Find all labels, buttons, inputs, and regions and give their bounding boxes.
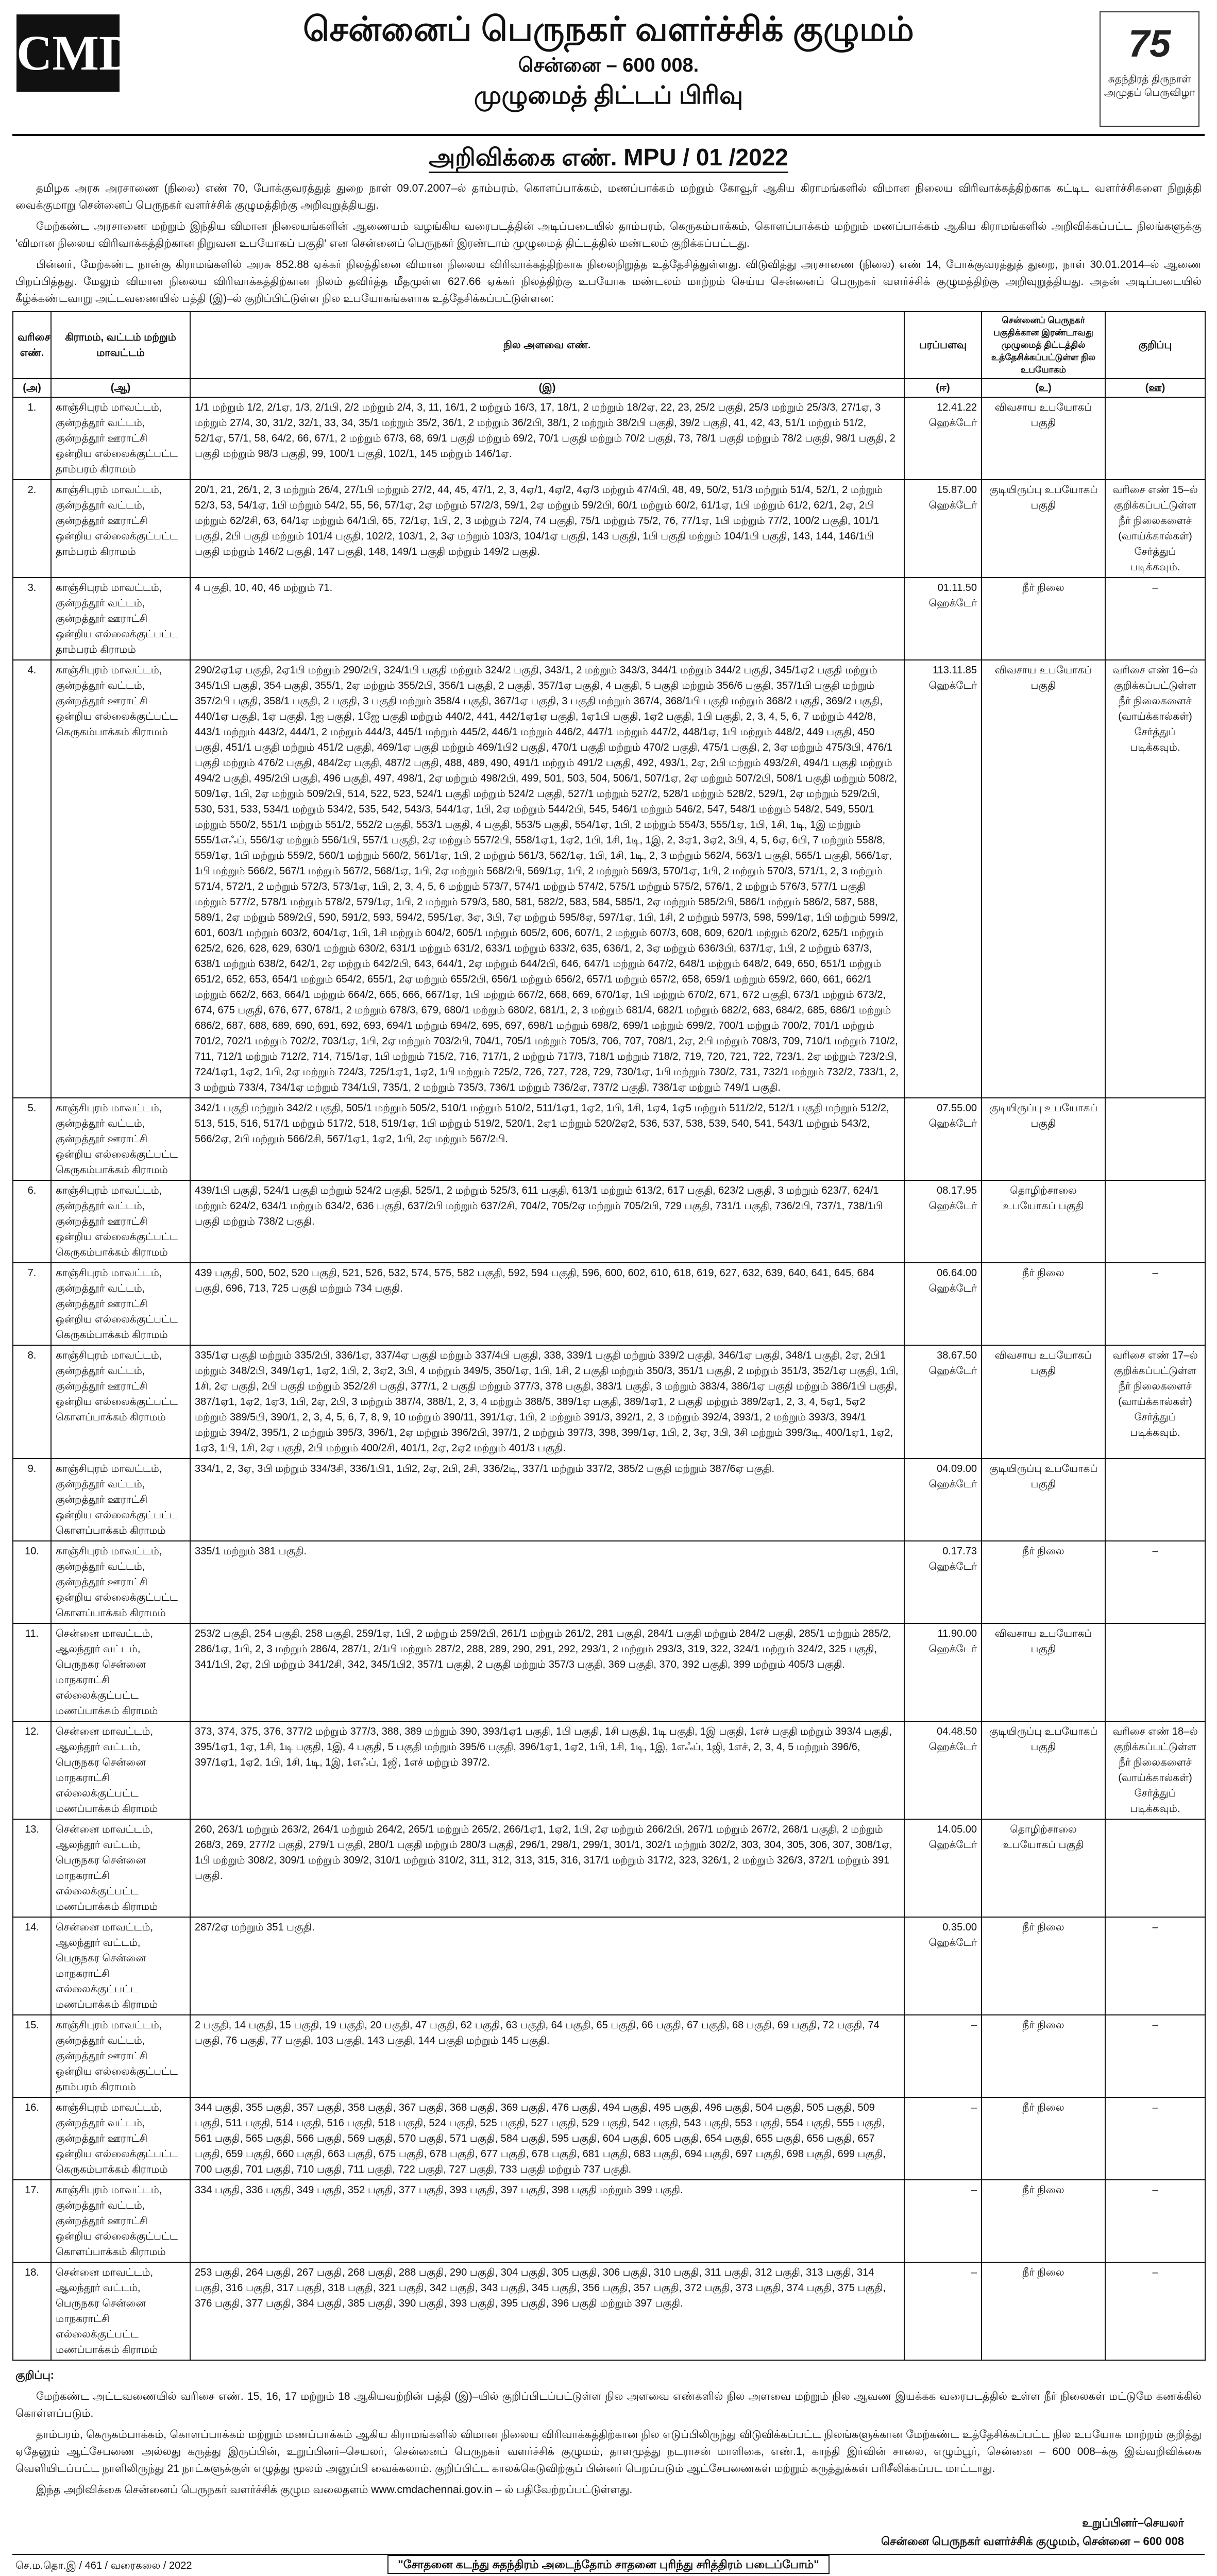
header-area: பரப்பளவு: [904, 312, 982, 379]
header-sl: வரிசை எண்.: [13, 312, 51, 379]
serial-cell: 4.: [13, 660, 51, 1098]
area-cell: –: [904, 2180, 982, 2262]
survey-cell: 253/2 பகுதி, 254 பகுதி, 258 பகுதி, 259/1ஏ, 1பி, 2 மற்றும் 259/2பி, 261/1 மற்றும் 261/2, 281 பகுதி, 284/1 பகுதி மற்றும் 284/2 பகுதி, 285/1 மற்றும் 285/2, 286/1ஏ, 1பி, 2, 3 மற்றும் 286/4, 287/1, 2/1பி மற்றும் 287/2, 288, 289, 290, 291, 292, 293/1, 2 மற்றும் 293/3, 319, 322, 324/1 மற்றும் 324/2, 325 பகுதி, 341/1பி, 2ஏ, 2பி மற்றும் 341/2சி, 342, 345/1பி2, 357/1 பகுதி, 2 பகுதி மற்றும் 357/3 பகுதி, 369 பகுதி, 370, 392 பகுதி, 399 மற்றும் 405/3 பகுதி.: [190, 1623, 904, 1721]
serial-cell: 9.: [13, 1459, 51, 1541]
survey-cell: 334/1, 2, 3ஏ, 3பி மற்றும் 334/3சி, 336/1பி1, 1பி2, 2ஏ, 2பி, 2சி, 336/2டி, 337/1 மற்றும் 337/2, 385/2 பகுதி மற்றும் 387/6ஏ பகுதி.: [190, 1459, 904, 1541]
remark-cell: வரிசை எண் 18–ல் குறிக்கப்பட்டுள்ள நீர் நிலைகளைச் (வாய்க்கால்கள்) சேர்த்துப் படிக்கவும்.: [1105, 1721, 1205, 1819]
remark-cell: [1105, 1098, 1205, 1180]
land-use-cell: நீர் நிலை: [982, 2015, 1105, 2097]
table-row: [13, 1541, 1205, 1623]
serial-cell: 8.: [13, 1345, 51, 1459]
survey-cell: 253 பகுதி, 264 பகுதி, 267 பகுதி, 268 பகுதி, 288 பகுதி, 290 பகுதி, 304 பகுதி, 305 பகுதி, 306 பகுதி, 310 பகுதி, 311 பகுதி, 312 பகுதி, 313 பகுதி, 314 பகுதி, 316 பகுதி, 317 பகுதி, 318 பகுதி, 321 பகுதி, 342 பகுதி, 343 பகுதி, 345 பகுதி, 356 பகுதி, 357 பகுதி, 372 பகுதி, 373 பகுதி, 374 பகுதி, 375 பகுதி, 376 பகுதி, 377 பகுதி, 384 பகுதி, 385 பகுதி, 390 பகுதி, 393 பகுதி, 395 பகுதி, 396 பகுதி மற்றும் 397 பகுதி.: [190, 2262, 904, 2360]
land-use-cell: குடியிருப்பு உபயோகப் பகுதி: [982, 1098, 1105, 1180]
serial-cell: 5.: [13, 1098, 51, 1180]
cmda-logo: CMDA: [16, 14, 120, 92]
remark-cell: வரிசை எண் 16–ல் குறிக்கப்பட்டுள்ள நீர் நிலைகளைச் (வாய்க்கால்கள்) சேர்த்துப் படிக்கவும்.: [1105, 660, 1205, 1098]
land-use-cell: குடியிருப்பு உபயோகப் பகுதி: [982, 1459, 1105, 1541]
land-use-cell: நீர் நிலை: [982, 2180, 1105, 2262]
land-use-cell: விவசாய உபயோகப் பகுதி: [982, 660, 1105, 1098]
serial-cell: 18.: [13, 2262, 51, 2360]
area-cell: 07.55.00 ஹெக்டேர்: [904, 1098, 982, 1180]
land-use-cell: நீர் நிலை: [982, 1917, 1105, 2015]
area-cell: 0.17.73 ஹெக்டேர்: [904, 1541, 982, 1623]
notice-number: அறிவிக்கை எண். MPU / 01 /2022: [12, 143, 1205, 175]
land-use-cell: விவசாய உபயோகப் பகுதி: [982, 1345, 1105, 1459]
remark-cell: [1105, 1180, 1205, 1263]
remark-cell: [1105, 1819, 1205, 1917]
remark-cell: –: [1105, 1917, 1205, 2015]
index-cell: (உ): [982, 379, 1105, 397]
slogan-box: [12, 2558, 1205, 2573]
village-cell: காஞ்சிபுரம் மாவட்டம், குன்றத்தூர் வட்டம், குன்றத்தூர் ஊராட்சி ஒன்றிய எல்லைக்குட்பட்ட தாம்பரம் கிராமம்: [51, 480, 190, 578]
village-cell: சென்னை மாவட்டம், ஆலந்தூர் வட்டம், பெருநகர சென்னை மாநகராட்சி எல்லைக்குட்பட்ட மணப்பாக்கம் கிராமம்: [51, 2262, 190, 2360]
serial-cell: 17.: [13, 2180, 51, 2262]
table-row: [13, 1098, 1205, 1180]
serial-cell: 10.: [13, 1541, 51, 1623]
org-title: சென்னைப் பெருநகர் வளர்ச்சிக் குழுமம்: [303, 10, 914, 48]
survey-cell: 20/1, 21, 26/1, 2, 3 மற்றும் 26/4, 27/1பி மற்றும் 27/2, 44, 45, 47/1, 2, 3, 4ஏ/1, 4ஏ/2, 4ஏ/3 மற்றும் 47/4பி, 48, 49, 50/2, 51/3 மற்றும் 51/4, 52/1, 2 மற்றும் 52/3, 53, 54/1ஏ, 1பி மற்றும் 54/2, 55, 56, 57/1ஏ, 2ஏ மற்றும் 57/2/3, 59/1, 2ஏ மற்றும் 59/2பி, 60/1 மற்றும் 60/2, 61/1ஏ, 1பி மற்றும் 61/2, 62/1, 2ஏ, 2பி மற்றும் 62/2சி, 63, 64/1ஏ மற்றும் 64/1பி, 65, 72/1ஏ, 1பி, 2, 3 மற்றும் 72/4, 74 பகுதி, 75/1 மற்றும் 75/2, 76, 77/1ஏ, 1பி மற்றும் 77/2, 100/2 பகுதி, 101/1 பகுதி, 2பி பகுதி மற்றும் 101/4 பகுதி, 102/2, 103/1, 2, 3ஏ மற்றும் 103/3, 104/1ஏ பகுதி, 143 பகுதி, 1பி பகுதி மற்றும் 104/1பி பகுதி, 143, 144, 146/1பி பகுதி மற்றும் 146/2 பகுதி, 147 பகுதி, 148, 149/1 பகுதி மற்றும் 149/2 பகுதி.: [190, 480, 904, 578]
serial-cell: 16.: [13, 2097, 51, 2180]
table-row: [13, 1263, 1205, 1345]
village-cell: காஞ்சிபுரம் மாவட்டம், குன்றத்தூர் வட்டம், குன்றத்தூர் ஊராட்சி ஒன்றிய எல்லைக்குட்பட்ட கொளப்பாக்கம் கிராமம்: [51, 1459, 190, 1541]
area-cell: –: [904, 2015, 982, 2097]
land-use-cell: விவசாய உபயோகப் பகுதி: [982, 397, 1105, 480]
survey-cell: 335/1 மற்றும் 381 பகுதி.: [190, 1541, 904, 1623]
survey-cell: 2 பகுதி, 14 பகுதி, 15 பகுதி, 19 பகுதி, 20 பகுதி, 47 பகுதி, 62 பகுதி, 63 பகுதி, 64 பகுதி, 65 பகுதி, 66 பகுதி, 67 பகுதி, 68 பகுதி, 69 பகுதி, 72 பகுதி, 74 பகுதி, 76 பகுதி, 77 பகுதி, 103 பகுதி, 143 பகுதி, 144 பகுதி மற்றும் 145 பகுதி.: [190, 2015, 904, 2097]
village-cell: காஞ்சிபுரம் மாவட்டம், குன்றத்தூர் வட்டம், குன்றத்தூர் ஊராட்சி ஒன்றிய எல்லைக்குட்பட்ட கெருகம்பாக்கம் கிராமம்: [51, 1180, 190, 1263]
land-use-cell: நீர் நிலை: [982, 2097, 1105, 2180]
signatory-title: உறுப்பினர்–செயலர்: [1082, 2516, 1184, 2529]
slogan-text: "சோதனை கடந்து சுதந்திரம் அடைந்தோம் சாதனை புரிந்து சரித்திரம் படைப்போம்": [387, 2555, 829, 2574]
serial-cell: 12.: [13, 1721, 51, 1819]
land-use-cell: குடியிருப்பு உபயோகப் பகுதி: [982, 1721, 1105, 1819]
index-cell: (ஆ): [51, 379, 190, 397]
serial-cell: 3.: [13, 578, 51, 660]
table-index-row: [13, 379, 1205, 397]
intro-paragraph: தமிழக அரசு அரசாணை (நிலை) எண் 70, போக்குவரத்துத் துறை நாள் 09.07.2007–ல் தாம்பரம், கொளப்பாக்கம், மணப்பாக்கம் மற்றும் கோவூர் ஆகிய கிராமங்களில் விமான நிலைய விரிவாக்கத்திற்காக கட்டிட வளர்ச்சிகளை நிறுத்தி வைக்குமாறு சென்னைப் பெருநகர் வளர்ச்சிக் குழுமத்திற்கு அறிவுறுத்தியது.: [15, 182, 1202, 211]
remark-cell: –: [1105, 1263, 1205, 1345]
land-use-cell: நீர் நிலை: [982, 578, 1105, 660]
village-cell: சென்னை மாவட்டம், ஆலந்தூர் வட்டம், பெருநகர சென்னை மாநகராட்சி எல்லைக்குட்பட்ட மணப்பாக்கம் கிராமம்: [51, 1819, 190, 1917]
table-row: [13, 2015, 1205, 2097]
table-row: [13, 2262, 1205, 2360]
bottom-strip: [12, 2554, 1205, 2576]
signature-block: [12, 2514, 1205, 2551]
footer-notes: [15, 2367, 1202, 2498]
index-cell: (ஈ): [904, 379, 982, 397]
survey-cell: 335/1ஏ பகுதி மற்றும் 335/2பி, 336/1ஏ, 337/4ஏ பகுதி மற்றும் 337/4பி பகுதி, 338, 339/1 பகுதி மற்றும் 339/2 பகுதி, 346/1ஏ பகுதி, 348/1 பகுதி, 2ஏ, 2பி1 மற்றும் 348/2பி, 349/1ஏ1, 1ஏ2, 1பி, 2, 3ஏ2, 3பி, 4 மற்றும் 349/5, 350/1ஏ, 1பி, 1சி, 2 பகுதி மற்றும் 350/3, 351/1 பகுதி, 2 மற்றும் 351/3, 352/1ஏ பகுதி, 1பி, 1சி, 2ஏ பகுதி, 2பி பகுதி மற்றும் 352/2சி பகுதி, 377/1, 2 பகுதி மற்றும் 377/3, 378 பகுதி, 383/1 பகுதி, 3 மற்றும் 383/4, 386/1ஏ பகுதி மற்றும் 386/1பி பகுதி, 387/1ஏ1, 1ஏ2, 1ஏ3, 1பி, 2ஏ, 2பி, 3 மற்றும் 387/4, 388/1, 2, 3, 4 மற்றும் 388/5, 389/1ஏ பகுதி, 389/1ஏ1, 2 பகுதி மற்றும் 389/2ஏ1, 2, 3, 4, 5ஏ1, 5ஏ2 மற்றும் 389/5பி, 390/1, 2, 3, 4, 5, 6, 7, 8, 9, 10 மற்றும் 390/11, 391/1ஏ, 1பி, 2 மற்றும் 391/3, 392/1, 2, 3 மற்றும் 392/4, 393/1, 2 மற்றும் 393/3, 394/1 மற்றும் 394/2, 395/1, 2 மற்றும் 395/3, 396/1, 2ஏ மற்றும் 396/2பி, 397/1, 2 மற்றும் 397/3, 398, 399/1ஏ, 1பி, 2, 3ஏ, 3பி, 3சி மற்றும் 399/3டி, 400/1ஏ1, 1ஏ2, 1ஏ3, 1பி, 1சி, 2ஏ பகுதி, 2பி மற்றும் 400/2சி, 401/1, 2ஏ, 2ஏ2 மற்றும் 401/3 பகுதி.: [190, 1345, 904, 1459]
remark-cell: –: [1105, 1541, 1205, 1623]
table-row: [13, 397, 1205, 480]
village-cell: காஞ்சிபுரம் மாவட்டம், குன்றத்தூர் வட்டம், குன்றத்தூர் ஊராட்சி ஒன்றிய எல்லைக்குட்பட்ட கெருகம்பாக்கம் கிராமம்: [51, 1263, 190, 1345]
signatory-org: சென்னை பெருநகர் வளர்ச்சிக் குழுமம், சென்னை – 600 008: [881, 2535, 1184, 2548]
survey-cell: 439 பகுதி, 500, 502, 520 பகுதி, 521, 526, 532, 574, 575, 582 பகுதி, 592, 594 பகுதி, 596, 600, 602, 610, 618, 619, 627, 632, 639, 640, 641, 645, 684 பகுதி, 696, 713, 725 பகுதி மற்றும் 734 பகுதி.: [190, 1263, 904, 1345]
village-cell: சென்னை மாவட்டம், ஆலந்தூர் வட்டம், பெருநகர சென்னை மாநகராட்சி எல்லைக்குட்பட்ட மணப்பாக்கம் கிராமம்: [51, 1917, 190, 2015]
survey-cell: 373, 374, 375, 376, 377/2 மற்றும் 377/3, 388, 389 மற்றும் 390, 393/1ஏ1 பகுதி, 1பி பகுதி, 1சி பகுதி, 1டி பகுதி, 1இ பகுதி, 1எச் பகுதி மற்றும் 393/4 பகுதி, 395/1ஏ1, 1ஏ, 1சி, 1டி பகுதி, 1இ, 4 பகுதி, 5 பகுதி மற்றும் 395/6 பகுதி, 396/1ஏ1, 1ஏ2, 1பி, 1சி, 1டி, 1இ, 1எஃப், 1ஜி, 1எச், 2, 3, 4, 5 மற்றும் 396/6, 397/1ஏ1, 1ஏ2, 1பி, 1சி, 1டி, 1இ, 1எஃப், 1ஜி, 1எச் மற்றும் 397/2.: [190, 1721, 904, 1819]
header-use: சென்னைப் பெருநகர் பகுதிக்கான இரண்டாவது முழுமைத் திட்டத்தில் உத்தேசிக்கப்பட்டுள்ள நில உபயோகம்: [982, 312, 1105, 379]
table-row: [13, 1345, 1205, 1459]
header-village: கிராமம், வட்டம் மற்றும் மாவட்டம்: [51, 312, 190, 379]
village-cell: காஞ்சிபுரம் மாவட்டம், குன்றத்தூர் வட்டம், குன்றத்தூர் ஊராட்சி ஒன்றிய எல்லைக்குட்பட்ட கொளப்பாக்கம் கிராமம்: [51, 1541, 190, 1623]
area-cell: 06.64.00 ஹெக்டேர்: [904, 1263, 982, 1345]
area-cell: 113.11.85 ஹெக்டேர்: [904, 660, 982, 1098]
notice-page: [12, 5, 1205, 2576]
serial-cell: 14.: [13, 1917, 51, 2015]
survey-cell: 439/1பி பகுதி, 524/1 பகுதி மற்றும் 524/2 பகுதி, 525/1, 2 மற்றும் 525/3, 611 பகுதி, 613/1 மற்றும் 613/2, 617 பகுதி, 623/2 பகுதி, 3 மற்றும் 623/7, 624/1 மற்றும் 624/2, 634/1 மற்றும் 634/2, 636 பகுதி, 637/2பி மற்றும் 637/2சி, 704/2, 705/2ஏ மற்றும் 705/2பி, 729 பகுதி, 731/1 பகுதி, 736/2பி, 737/1, 738/1பி பகுதி மற்றும் 738/2 பகுதி.: [190, 1180, 904, 1263]
area-cell: 38.67.50 ஹெக்டேர்: [904, 1345, 982, 1459]
serial-cell: 6.: [13, 1180, 51, 1263]
serial-cell: 7.: [13, 1263, 51, 1345]
table-row: [13, 1917, 1205, 2015]
header: [12, 5, 1205, 136]
survey-cell: 290/2ஏ1ஏ பகுதி, 2ஏ1பி மற்றும் 290/2பி, 324/1பி பகுதி மற்றும் 324/2 பகுதி, 343/1, 2 மற்றும் 343/3, 344/1 மற்றும் 344/2 பகுதி, 345/1ஏ2 பகுதி மற்றும் 345/1பி பகுதி, 354 பகுதி, 355/1, 2ஏ மற்றும் 355/2பி, 356/1 பகுதி, 2 பகுதி, 357/1ஏ பகுதி, 4 பகுதி, 5 பகுதி மற்றும் 356/6 பகுதி, 357/1பி பகுதி மற்றும் 357/2பி பகுதி, 358/1 பகுதி, 2 பகுதி, 3 பகுதி மற்றும் 358/4 பகுதி, 367/1ஏ பகுதி, 3 பகுதி மற்றும் 367/4, 368/1பி பகுதி மற்றும் 368/2 பகுதி, 369/2 பகுதி, 440/1ஏ பகுதி, 1ஏ பகுதி, 1ஐ பகுதி, 1ஜே பகுதி மற்றும் 440/2, 441, 442/1ஏ1ஏ பகுதி, 1ஏ1பி பகுதி, 1ஏ2 பகுதி, 1பி பகுதி, 2, 3, 4, 5, 6, 7 மற்றும் 442/8, 443/1 மற்றும் 443/2, 444/1, 2 மற்றும் 444/3, 445/1 மற்றும் 445/2, 446/1 மற்றும் 446/2, 447/1 மற்றும் 447/2, 448/1ஏ, 1பி மற்றும் 448/2, 449 பகுதி, 450 பகுதி, 451/1 பகுதி மற்றும் 451/2 பகுதி, 469/1ஏ பகுதி மற்றும் 469/1பி2 பகுதி, 470/1 பகுதி மற்றும் 470/2 பகுதி, 475/1 பகுதி, 2, 3ஏ மற்றும் 475/3பி, 476/1 பகுதி மற்றும் 476/2 பகுதி, 484/2ஏ பகுதி, 487/2 பகுதி, 488, 489, 490, 491/1 மற்றும் 491/2 பகுதி, 492, 493/1, 2ஏ, 2பி மற்றும் 493/2சி, 494/1 பகுதி மற்றும் 494/2 பகுதி, 495/2பி பகுதி, 496 பகுதி, 497, 498/1, 2ஏ மற்றும் 498/2பி, 499, 501, 503, 504, 506/1, 507/1ஏ, 2ஏ மற்றும் 507/2பி, 508/1 பகுதி மற்றும் 508/2, 509/1ஏ, 1பி, 2ஏ மற்றும் 509/2பி, 514, 522, 523, 524/1 பகுதி மற்றும் 524/2 பகுதி, 527/1 மற்றும் 527/2, 528/1 மற்றும் 528/2, 529/1, 2ஏ மற்றும் 529/2பி, 530, 531, 533, 534/1 மற்றும் 534/2, 535, 542, 543/3, 544/1ஏ, 1பி, 2ஏ மற்றும் 544/2பி, 545, 546/1 மற்றும் 546/2, 547, 548/1 மற்றும் 548/2, 549, 550/1 மற்றும் 550/2, 551/1 மற்றும் 551/2, 552/2 பகுதி, 553/1 பகுதி, 4 பகுதி, 553/5 பகுதி, 554/1ஏ, 1பி, 2 மற்றும் 554/3, 555/1ஏ, 1பி, 1சி, 1டி, 1இ மற்றும் 555/1எஃப், 556/1ஏ மற்றும் 556/1பி, 557/1 பகுதி, 2ஏ மற்றும் 557/2பி, 558/1ஏ1, 1ஏ2, 1பி, 1சி, 1டி, 1இ, 2, 3ஏ1, 3ஏ2, 3பி, 4, 5, 6ஏ, 6பி, 7 மற்றும் 558/8, 559/1ஏ, 1பி மற்றும் 559/2, 560/1 மற்றும் 560/2, 561/1ஏ, 1பி, 2 மற்றும் 561/3, 562/1ஏ, 1பி, 1சி, 1டி, 2, 3 மற்றும் 562/4, 563/1 பகுதி, 565/1 பகுதி, 566/1ஏ, 1பி மற்றும் 566/2, 567/1 மற்றும் 567/2, 568/1ஏ, 1பி, 2ஏ மற்றும் 568/2பி, 569/1ஏ, 1பி, 2 மற்றும் 569/3, 570/1ஏ, 1பி, 2 மற்றும் 570/3, 571/1, 2, 3 மற்றும் 571/4, 572/1, 2 மற்றும் 572/3, 573/1ஏ, 1பி, 2, 3, 4, 5, 6 மற்றும் 573/7, 574/1 மற்றும் 574/2, 575/1 மற்றும் 575/2, 576/1, 2 மற்றும் 576/3, 577/1 பகுதி மற்றும் 577/2, 578/1 மற்றும் 578/2, 579/1ஏ, 1பி, 2 மற்றும் 579/3, 580, 581, 582/2, 583, 584, 585/1, 2ஏ மற்றும் 585/2பி, 586/1 மற்றும் 586/2, 587, 588, 589/1, 2ஏ மற்றும் 589/2பி, 590, 591/2, 593, 594/2, 595/1ஏ, 3ஏ, 3பி, 7ஏ மற்றும் 595/8ஏ, 597/1ஏ, 1பி, 1சி, 2 மற்றும் 597/3, 598, 599/1ஏ, 1பி மற்றும் 599/2, 601, 603/1 மற்றும் 603/2, 604/1ஏ, 1பி, 1சி மற்றும் 604/2, 605/1 மற்றும் 605/2, 606, 607/1, 2 மற்றும் 607/3, 608, 609, 620/1 மற்றும் 620/2, 625/1 மற்றும் 625/2, 626, 628, 629, 630/1 மற்றும் 630/2, 631/1 மற்றும் 631/2, 633/1 மற்றும் 633/2, 635, 636/1, 2, 3ஏ மற்றும் 636/3பி, 637/1ஏ, 1பி, 2 மற்றும் 637/3, 638/1 மற்றும் 638/2, 642/1, 2ஏ மற்றும் 642/2பி, 643, 644/1, 2ஏ மற்றும் 644/2பி, 646, 647/1 மற்றும் 647/2, 648/1 மற்றும் 648/2, 649, 650, 651/1 மற்றும் 651/2, 652, 653, 654/1 மற்றும் 654/2, 655/1, 2ஏ மற்றும் 655/2பி, 656/1 மற்றும் 656/2, 657/1 மற்றும் 657/2, 658, 659/1 மற்றும் 659/2, 660, 661, 662/1 மற்றும் 662/2, 663, 664/1 மற்றும் 664/2, 665, 666, 667/1ஏ, 1பி மற்றும் 667/2, 668, 669, 670/1ஏ, 1பி மற்றும் 670/2, 671, 672 பகுதி, 673/1 மற்றும் 673/2, 674, 675 பகுதி, 676, 677, 678/1, 2 மற்றும் 678/3, 679, 680/1 மற்றும் 680/2, 681/1, 2, 3 மற்றும் 681/4, 682/1 மற்றும் 682/2, 683, 684/2, 685, 686/1 மற்றும் 686/2, 687, 688, 689, 690, 691, 692, 693, 694/1 மற்றும் 694/2, 695, 697, 698/1 மற்றும் 698/2, 699/1 மற்றும் 699/2, 700/1 மற்றும் 700/2, 701/1 மற்றும் 701/2, 702/1 மற்றும் 702/2, 703/1ஏ, 1பி, 2ஏ மற்றும் 703/2பி, 704/1, 705/1 மற்றும் 705/3, 706, 707, 708/1, 2ஏ, 2பி மற்றும் 708/3, 709, 710/1 மற்றும் 710/2, 711, 712/1 மற்றும் 712/2, 714, 715/1ஏ, 1பி மற்றும் 715/2, 716, 717/1, 2 மற்றும் 717/3, 718/1 மற்றும் 718/2, 719, 720, 721, 722, 723/1, 2ஏ மற்றும் 723/2பி, 724/1ஏ1, 1ஏ2, 1பி, 2ஏ மற்றும் 724/3, 725/1ஏ1, 1ஏ2, 1பி மற்றும் 725/2, 726, 727, 728, 729, 730/1ஏ, 1பி மற்றும் 730/2, 731, 732/1 மற்றும் 732/2, 733/1, 2, 3 மற்றும் 733/4, 734/1ஏ மற்றும் 734/1பி, 735/1, 2 மற்றும் 735/3, 736/1 மற்றும் 736/2ஏ, 737/2 பகுதி, 738/1ஏ மற்றும் 749/1 பகுதி.: [190, 660, 904, 1098]
remark-cell: –: [1105, 2015, 1205, 2097]
survey-cell: 4 பகுதி, 10, 40, 46 மற்றும் 71.: [190, 578, 904, 660]
index-cell: (இ): [190, 379, 904, 397]
intro-paragraph: மேற்கண்ட அரசாணை மற்றும் இந்திய விமான நிலையங்களின் ஆணையம் வழங்கிய வரைபடத்தின் அடிப்படையில் தாம்பரம், கெருகம்பாக்கம், கொளப்பாக்கம் மற்றும் மணப்பாக்கம் ஆகிய கிராமங்களில் அறிவிக்கப்பட்ட நிலங்களுக்கு 'விமான நிலைய விரிவாக்கத்திற்கான நிறுவன உபயோகப் பகுதி' என சென்னைப் பெருநகர் இரண்டாம் முழுமைத் திட்டத்தில் மண்டலம் குறிக்கப்பட்டது.: [15, 221, 1202, 249]
area-cell: 0.35.00 ஹெக்டேர்: [904, 1917, 982, 2015]
village-cell: சென்னை மாவட்டம், ஆலந்தூர் வட்டம், பெருநகர சென்னை மாநகராட்சி எல்லைக்குட்பட்ட மணப்பாக்கம் கிராமம்: [51, 1721, 190, 1819]
village-cell: காஞ்சிபுரம் மாவட்டம், குன்றத்தூர் வட்டம், குன்றத்தூர் ஊராட்சி ஒன்றிய எல்லைக்குட்பட்ட கொளப்பாக்கம் கிராமம்: [51, 2180, 190, 2262]
area-cell: 14.05.00 ஹெக்டேர்: [904, 1819, 982, 1917]
remark-cell: –: [1105, 2180, 1205, 2262]
village-cell: காஞ்சிபுரம் மாவட்டம், குன்றத்தூர் வட்டம், குன்றத்தூர் ஊராட்சி ஒன்றிய எல்லைக்குட்பட்ட தாம்பரம் கிராமம்: [51, 578, 190, 660]
land-use-cell: நீர் நிலை: [982, 1263, 1105, 1345]
land-use-cell: நீர் நிலை: [982, 1541, 1105, 1623]
table-row: [13, 578, 1205, 660]
land-use-cell: தொழிற்சாலை உபயோகப் பகுதி: [982, 1180, 1105, 1263]
azadi-seal-logo: [1100, 11, 1199, 127]
serial-cell: 2.: [13, 480, 51, 578]
header-survey: நில அளவை எண்.: [190, 312, 904, 379]
division-name: முழுமைத் திட்டப் பிரிவு: [474, 82, 743, 109]
remark-cell: வரிசை எண் 15–ல் குறிக்கப்பட்டுள்ள நீர் நிலைகளைச் (வாய்க்கால்கள்) சேர்த்துப் படிக்கவும்.: [1105, 480, 1205, 578]
area-cell: 04.48.50 ஹெக்டேர்: [904, 1721, 982, 1819]
footer-paragraph: தாம்பரம், கெருகம்பாக்கம், கொளப்பாக்கம் மற்றும் மணப்பாக்கம் ஆகிய கிராமங்களில் விமான நிலைய விரிவாக்கத்திற்கான நில எடுப்பிலிருந்து விடுவிக்கப்பட்ட நிலங்களுக்கான மேற்கண்ட உத்தேசிக்கப்பட்ட நில உபயோக மாற்றம் குறித்து ஏதேனும் ஆட்சேபணை அல்லது கருத்து இருப்பின், உறுப்பினர்–செயலர், சென்னைப் பெருநகர் வளர்ச்சிக் குழுமம், தாளமுத்து நடராசன் மாளிகை, எண்.1, காந்தி இர்வின் சாலை, எழும்பூர், சென்னை – 600 008–க்கு இவ்வறிவிக்கை வெளியிடப்பட்ட நாளிலிருந்து 21 நாட்களுக்குள் எழுத்து மூலம் அனுப்பி வைக்கலாம். குறிப்பிட்ட காலக்கெடுவிற்குப் பின்னர் பெறப்படும் ஆட்சேபணைகள் மற்றும் கருத்துக்கள் பரிசீலிக்கப்பட மாட்டாது.: [15, 2429, 1202, 2475]
table-header-row: [13, 312, 1205, 379]
survey-cell: 342/1 பகுதி மற்றும் 342/2 பகுதி, 505/1 மற்றும் 505/2, 510/1 மற்றும் 510/2, 511/1ஏ1, 1ஏ2, 1பி, 1சி, 1ஏ4, 1ஏ5 மற்றும் 511/2/2, 512/1 பகுதி மற்றும் 512/2, 513, 515, 516, 517/1 மற்றும் 517/2, 518, 519/1ஏ, 1பி மற்றும் 519/2, 520/1, 2ஏ1 மற்றும் 520/2ஏ2, 536, 537, 538, 539, 540, 541, 543/1 மற்றும் 543/2, 566/2ஏ, 2பி மற்றும் 566/2சி, 567/1ஏ1, 1ஏ2, 1பி, 2ஏ மற்றும் 567/2பி.: [190, 1098, 904, 1180]
footer-paragraph: மேற்கண்ட அட்டவணையில் வரிசை எண். 15, 16, 17 மற்றும் 18 ஆகியவற்றின் பத்தி (இ)–யில் குறிப்பிடப்பட்டுள்ள நில அளவை எண்களில் நில அளவை மற்றும் நில ஆவண இயக்கக வரைபடத்தில் உள்ள நீர் நிலைகள் மட்டுமே கணக்கில் கொள்ளப்படும்.: [15, 2391, 1202, 2419]
table-row: [13, 660, 1205, 1098]
area-cell: 12.41.22 ஹெக்டேர்: [904, 397, 982, 480]
intro-paragraph: பின்னர், மேற்கண்ட நான்கு கிராமங்களில் அரசு 852.88 ஏக்கர் நிலத்தினை விமான நிலைய விரிவாக்கத்திற்காக நிலைநிறுத்த உத்தேசித்துள்ளது. விடுவித்து அரசாணை (நிலை) எண் 14, போக்குவரத்துத் துறை, நாள் 30.01.2014–ல் ஆணை பிறப்பித்தது. மேலும் விமான நிலைய விரிவாக்கத்திற்கான நிலம் தவிர்த்த மீதமுள்ள 627.66 ஏக்கர் நிலத்திற்கு உபயோக மண்டலம் மாற்றம் செய்ய சென்னைப் பெருநகர் வளர்ச்சிக் குழுமத்திற்கு அறிவுறுத்தியது. அதன் அடிப்படையில் கீழ்க்கண்டவாறு அட்டவணையில் பத்தி (இ)–ல் குறிப்பிட்டுள்ள நில உபயோகங்களாக உத்தேசிக்கப்பட்டுள்ளன:: [15, 259, 1202, 304]
reference-number: செ.ம.தொ.இ / 461 / வரைகலை / 2022: [15, 2560, 192, 2571]
village-cell: காஞ்சிபுரம் மாவட்டம், குன்றத்தூர் வட்டம், குன்றத்தூர் ஊராட்சி ஒன்றிய எல்லைக்குட்பட்ட கொளப்பாக்கம் கிராமம்: [51, 1345, 190, 1459]
footer-paragraph: இந்த அறிவிக்கை சென்னைப் பெருநகர் வளர்ச்சிக் குழும வலைதளம் www.cmdachennai.gov.in – ல் பதிவேற்றப்பட்டுள்ளது.: [36, 2484, 633, 2496]
remark-cell: –: [1105, 578, 1205, 660]
table-row: [13, 1459, 1205, 1541]
header-remark: குறிப்பு: [1105, 312, 1205, 379]
seal-number: 75: [1128, 22, 1171, 65]
village-cell: காஞ்சிபுரம் மாவட்டம், குன்றத்தூர் வட்டம், குன்றத்தூர் ஊராட்சி ஒன்றிய எல்லைக்குட்பட்ட கெருகம்பாக்கம் கிராமம்: [51, 1098, 190, 1180]
table-row: [13, 1623, 1205, 1721]
area-cell: 15.87.00 ஹெக்டேர்: [904, 480, 982, 578]
schedule-table: [12, 311, 1206, 2361]
survey-cell: 334 பகுதி, 336 பகுதி, 349 பகுதி, 352 பகுதி, 377 பகுதி, 393 பகுதி, 397 பகுதி, 398 பகுதி மற்றும் 399 பகுதி.: [190, 2180, 904, 2262]
land-use-cell: தொழிற்சாலை உபயோகப் பகுதி: [982, 1819, 1105, 1917]
survey-cell: 344 பகுதி, 355 பகுதி, 357 பகுதி, 358 பகுதி, 367 பகுதி, 368 பகுதி, 369 பகுதி, 476 பகுதி, 494 பகுதி, 495 பகுதி, 496 பகுதி, 504 பகுதி, 505 பகுதி, 509 பகுதி, 511 பகுதி, 514 பகுதி, 516 பகுதி, 518 பகுதி, 524 பகுதி, 525 பகுதி, 527 பகுதி, 529 பகுதி, 542 பகுதி, 543 பகுதி, 553 பகுதி, 554 பகுதி, 555 பகுதி, 561 பகுதி, 565 பகுதி, 566 பகுதி, 569 பகுதி, 570 பகுதி, 571 பகுதி, 584 பகுதி, 595 பகுதி, 604 பகுதி, 605 பகுதி, 654 பகுதி, 655 பகுதி, 656 பகுதி, 657 பகுதி, 659 பகுதி, 660 பகுதி, 663 பகுதி, 675 பகுதி, 678 பகுதி, 677 பகுதி, 678 பகுதி, 681 பகுதி, 683 பகுதி, 694 பகுதி, 697 பகுதி, 698 பகுதி, 699 பகுதி, 700 பகுதி, 701 பகுதி, 710 பகுதி, 711 பகுதி, 722 பகுதி, 727 பகுதி, 733 பகுதி மற்றும் 737 பகுதி.: [190, 2097, 904, 2180]
area-cell: –: [904, 2262, 982, 2360]
village-cell: காஞ்சிபுரம் மாவட்டம், குன்றத்தூர் வட்டம், குன்றத்தூர் ஊராட்சி ஒன்றிய எல்லைக்குட்பட்ட கெருகம்பாக்கம் கிராமம்: [51, 660, 190, 1098]
land-use-cell: விவசாய உபயோகப் பகுதி: [982, 1623, 1105, 1721]
area-cell: 04.09.00 ஹெக்டேர்: [904, 1459, 982, 1541]
table-row: [13, 2180, 1205, 2262]
village-cell: காஞ்சிபுரம் மாவட்டம், குன்றத்தூர் வட்டம், குன்றத்தூர் ஊராட்சி ஒன்றிய எல்லைக்குட்பட்ட கெருகம்பாக்கம் கிராமம்: [51, 2097, 190, 2180]
index-cell: (ஊ): [1105, 379, 1205, 397]
serial-cell: 15.: [13, 2015, 51, 2097]
survey-cell: 287/2ஏ மற்றும் 351 பகுதி.: [190, 1917, 904, 2015]
serial-cell: 11.: [13, 1623, 51, 1721]
table-row: [13, 1180, 1205, 1263]
table-row: [13, 1721, 1205, 1819]
remark-cell: –: [1105, 2097, 1205, 2180]
area-cell: 11.90.00 ஹெக்டேர்: [904, 1623, 982, 1721]
remark-cell: [1105, 397, 1205, 480]
remark-cell: –: [1105, 2262, 1205, 2360]
serial-cell: 13.: [13, 1819, 51, 1917]
area-cell: 08.17.95 ஹெக்டேர்: [904, 1180, 982, 1263]
area-cell: 01.11.50 ஹெக்டேர்: [904, 578, 982, 660]
land-use-cell: நீர் நிலை: [982, 2262, 1105, 2360]
table-row: [13, 480, 1205, 578]
remark-cell: [1105, 1623, 1205, 1721]
village-cell: சென்னை மாவட்டம், ஆலந்தூர் வட்டம், பெருநகர சென்னை மாநகராட்சி எல்லைக்குட்பட்ட மணப்பாக்கம் கிராமம்: [51, 1623, 190, 1721]
land-use-cell: குடியிருப்பு உபயோகப் பகுதி: [982, 480, 1105, 578]
remark-cell: [1105, 1459, 1205, 1541]
seal-caption: சுதந்திரத் திருநாள் அமுதப் பெருவிழா: [1104, 74, 1195, 98]
serial-cell: 1.: [13, 397, 51, 480]
village-cell: காஞ்சிபுரம் மாவட்டம், குன்றத்தூர் வட்டம், குன்றத்தூர் ஊராட்சி ஒன்றிய எல்லைக்குட்பட்ட தாம்பரம் கிராமம்: [51, 397, 190, 480]
table-row: [13, 1819, 1205, 1917]
village-cell: காஞ்சிபுரம் மாவட்டம், குன்றத்தூர் வட்டம், குன்றத்தூர் ஊராட்சி ஒன்றிய எல்லைக்குட்பட்ட தாம்பரம் கிராமம்: [51, 2015, 190, 2097]
table-row: [13, 2097, 1205, 2180]
intro-text: [15, 180, 1202, 307]
note-label: குறிப்பு:: [15, 2369, 54, 2381]
area-cell: –: [904, 2097, 982, 2180]
org-address: சென்னை – 600 008.: [518, 55, 699, 76]
index-cell: (அ): [13, 379, 51, 397]
survey-cell: 1/1 மற்றும் 1/2, 2/1ஏ, 1/3, 2/1பி, 2/2 மற்றும் 2/4, 3, 11, 16/1, 2 மற்றும் 16/3, 17, 18/1, 2 மற்றும் 18/2ஏ, 22, 23, 25/2 பகுதி, 25/3 மற்றும் 25/3/3, 27/1ஏ, 3 மற்றும் 27/4, 30, 31/2, 32/1, 33, 34, 35/1 மற்றும் 35/2, 36/1, 2 மற்றும் 36/2பி, 38/1, 2 மற்றும் 38/2பி பகுதி, 39/2 பகுதி, 41, 42, 43, 51/1 மற்றும் 51/2, 52/1ஏ, 57/1, 58, 64/2, 66, 67/1, 2 மற்றும் 67/3, 68, 69/1 பகுதி மற்றும் 69/2, 70/1 பகுதி மற்றும் 70/2 பகுதி, 73, 78/1 பகுதி மற்றும் 78/2 பகுதி, 98/1 பகுதி, 2 பகுதி மற்றும் 98/3 பகுதி, 99, 100/1 பகுதி, 102/1, 145 மற்றும் 146/1ஏ.: [190, 397, 904, 480]
survey-cell: 260, 263/1 மற்றும் 263/2, 264/1 மற்றும் 264/2, 265/1 மற்றும் 265/2, 266/1ஏ1, 1ஏ2, 1பி, 2ஏ மற்றும் 266/2பி, 267/1 மற்றும் 267/2, 268/1 பகுதி, 2 மற்றும் 268/3, 269, 277/2 பகுதி, 279/1 பகுதி, 280/1 பகுதி மற்றும் 280/3 பகுதி, 296/1, 298/1, 299/1, 301/1, 302/1 மற்றும் 302/2, 303, 304, 305, 306, 307, 308/1ஏ, 1பி மற்றும் 308/2, 309/1 மற்றும் 309/2, 310/1 மற்றும் 310/2, 311, 312, 313, 315, 316, 317/1 மற்றும் 317/2, 323, 326/1, 2 மற்றும் 326/3, 372/1 மற்றும் 391 பகுதி.: [190, 1819, 904, 1917]
remark-cell: வரிசை எண் 17–ல் குறிக்கப்பட்டுள்ள நீர் நிலைகளைச் (வாய்க்கால்கள்) சேர்த்துப் படிக்கவும்.: [1105, 1345, 1205, 1459]
